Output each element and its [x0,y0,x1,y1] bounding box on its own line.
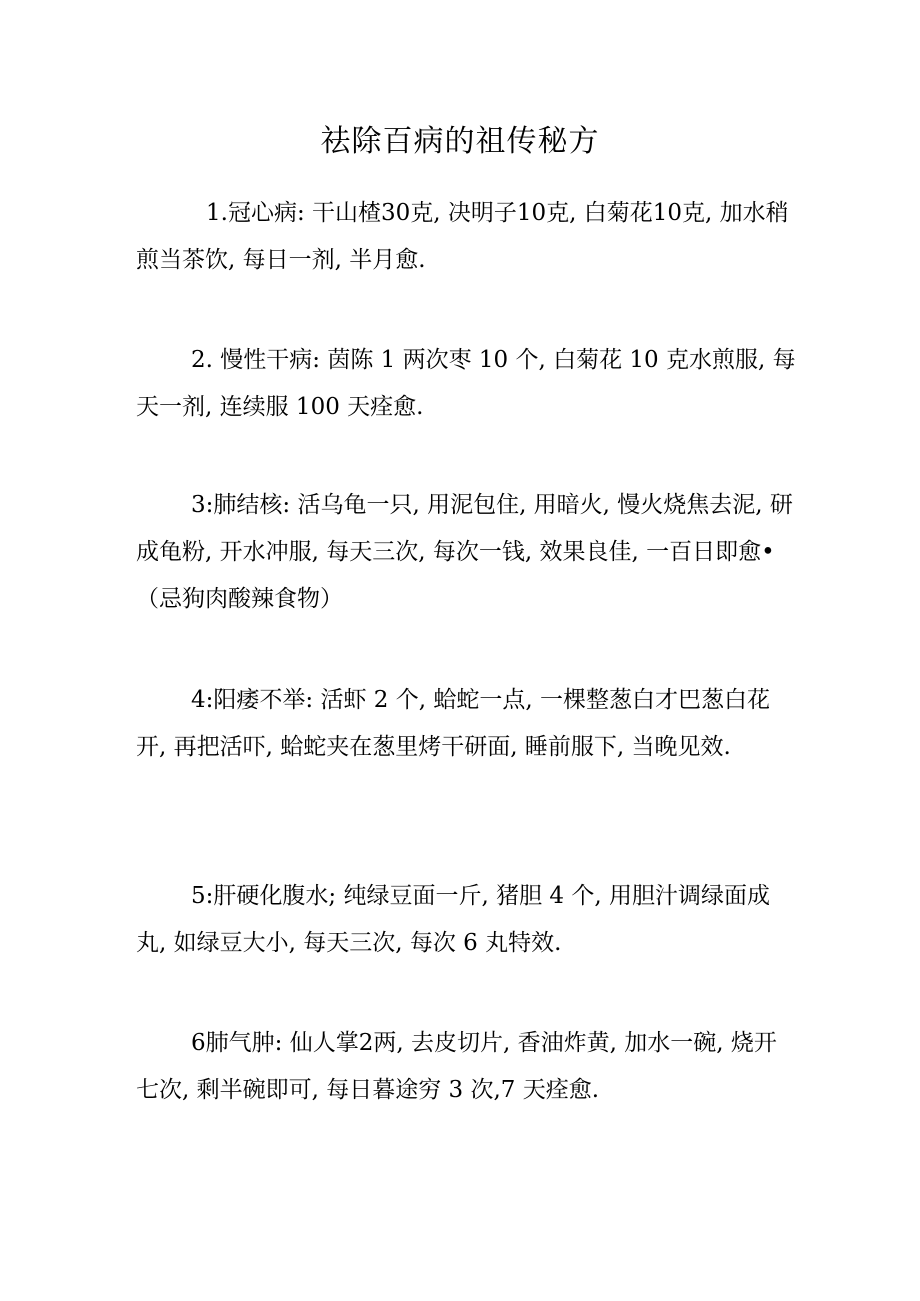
remedy-paragraph-3: 3:肺结核: 活乌龟一只, 用泥包住, 用暗火, 慢火烧焦去泥, 研成龟粉, 开水冲服, 每天三次, 每次一钱, 效果良佳, 一百日即愈•（忌狗肉酸辣食物） [136,492,793,612]
remedy-paragraph-6: 6肺气肿: 仙人掌2两, 去皮切片, 香油炸黄, 加水一碗, 烧开七次, 剩半碗即可, 每日暮途穷 3 次,7 天痊愈. [136,1030,777,1103]
remedy-paragraph-4: 4:阳痿不举: 活虾 2 个, 蛤蛇一点, 一棵整葱白才巴葱白花开, 再把活吓, 蛤蛇夹在葱里烤干研面, 睡前服下, 当晚见效. [136,687,770,760]
remedy-paragraph-1: 1.冠心病: 干山楂30克, 决明子10克, 白菊花10克, 加水稍煎当茶饮, 每日一剂, 半月愈. [136,200,789,273]
remedy-paragraph-2: 2. 慢性干病: 茵陈 1 两次枣 10 个, 白菊花 10 克水煎服, 每天一剂, 连续服 100 天痊愈. [136,347,796,420]
remedy-paragraph-5: 5:肝硬化腹水; 纯绿豆面一斤, 猪胆 4 个, 用胆汁调绿面成丸, 如绿豆大小, 每天三次, 每次 6 丸特效. [136,883,770,956]
document-title: 祛除百病的祖传秘方 [320,124,600,159]
